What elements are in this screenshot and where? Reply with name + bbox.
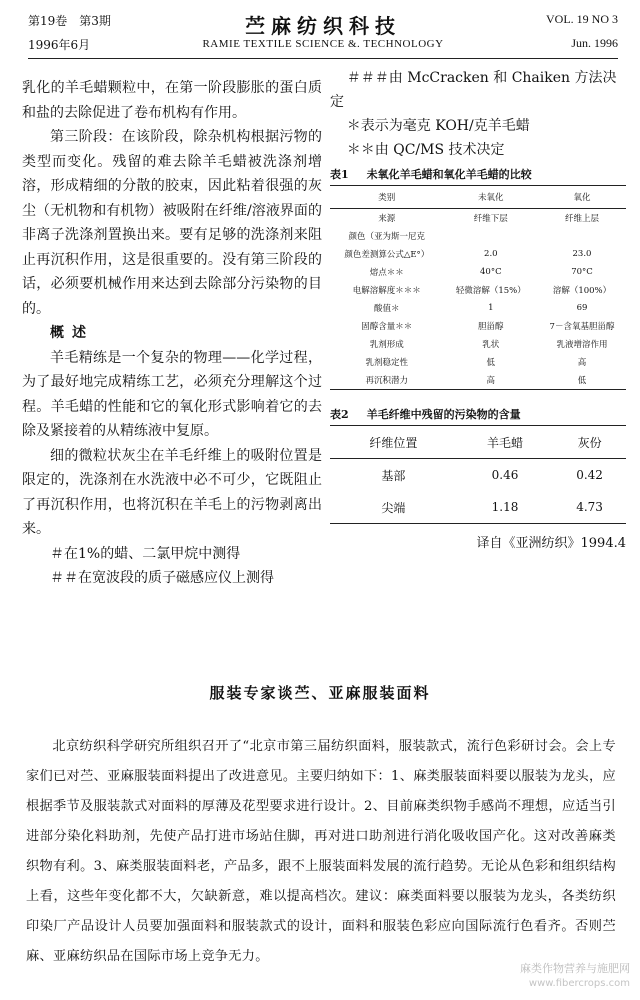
volume-issue-en: VOL. 19 NO 3	[546, 12, 618, 26]
table-cell: 乳剂稳定性	[365, 358, 409, 368]
translation-source: 译自《亚洲纺织》1994.4	[476, 536, 626, 551]
table-2-number: 表2	[330, 408, 349, 421]
paragraph-2: 第三阶段：在该阶段，除杂机构根据污物的类型而变化。残留的难去除羊毛蜡被洗涤剂增溶，形成精细的分散的胶束，因此粘着很强的灰尘（无机物和有机物）被吸附在纤维/溶液界面的非离子洗涤剂置换出来。要有足够的洗涤剂来阻止再沉积作用，这是很重要的。没有第三阶段的话，必须要机械作用来达到去除部分污染物的目的。	[22, 129, 322, 317]
table-header-row	[330, 426, 626, 459]
article-title: 服装专家谈苎、亚麻服装面料	[209, 684, 431, 702]
table-2-caption	[330, 406, 626, 422]
table-1	[330, 185, 626, 390]
table-cell: 固醇含量＊＊	[361, 322, 413, 332]
table-header-cell: 类别	[330, 186, 444, 209]
paragraph-3: 羊毛精练是一个复杂的物理——化学过程，为了最好地完成精练工艺，必须充分理解这个过程。羊毛蜡的性能和它的氧化形式影响着它的去除及紧接着的从精练液中复原。	[22, 349, 322, 439]
table-header-cell: 氧化	[538, 186, 626, 209]
table-cell: 低	[486, 358, 496, 368]
journal-title-cn: 苎麻纺织科技	[245, 14, 401, 38]
watermark-url: www.fibercrops.com	[528, 978, 630, 989]
table-2	[330, 425, 626, 524]
article-body: 北京纺织科学研究所组织召开了“北京市第三届纺织面料，服装款式，流行色彩研讨会。会上专家们已对苎、亚麻服装面料提出了改进意见。主要归纳如下：1、麻类服装面料要以服装为龙头，应根据季节及服装款式对面料的厚薄及花型要求进行设计。2、目前麻类织物手感尚不理想，应适当引进部分染化料助剂，先使产品打进市场站住脚，再对进口助剂进行消化吸收国产化。这对改善麻类织物有利。3、麻类服装面料老，产品多，跟不上服装面料发展的流行趋势。无论从色彩和组织结构上看，这些年变化都不大，欠缺新意，难以提高档次。建议：麻类面料要以服装为龙头，各类纺织印染厂产品设计人员要加强面料和服装款式的设计，面料和服装色彩应向国际流行色看齐。否则苎麻、亚麻纺织品在国际市场上竞争无力。	[26, 739, 616, 964]
table-row	[330, 209, 626, 228]
table-cell: 基部	[381, 468, 406, 483]
table-2-title: 羊毛纤维中残留的污染物的含量	[366, 408, 521, 421]
table-row	[330, 459, 626, 492]
journal-title-en: RAMIE TEXTILE SCIENCE &. TECHNOLOGY	[202, 38, 444, 50]
table-row	[330, 317, 626, 335]
table-cell: 70°C	[571, 267, 593, 277]
table-header-row	[330, 186, 626, 209]
table-cell: 23.0	[572, 249, 592, 259]
footnote-2: ＃＃在宽波段的质子磁感应仪上测得	[50, 570, 274, 586]
table-cell: 乳状	[482, 340, 500, 350]
table-row	[330, 371, 626, 390]
date-cn: 1996年6月	[28, 38, 91, 52]
table-header-cell: 灰份	[553, 426, 626, 459]
volume-issue-cn: 第19卷 第3期	[28, 14, 111, 28]
table-row	[330, 281, 626, 299]
table-cell: 乳剂形成	[369, 340, 404, 350]
table-cell: 纤维下层	[473, 214, 508, 224]
table-cell: 0.46	[491, 468, 519, 482]
running-header	[28, 8, 618, 59]
table-cell: 酸值＊	[374, 304, 400, 314]
table-cell: 再沉积潜力	[330, 371, 444, 390]
footnote-3: ＃＃＃由 McCracken 和 Chaiken 方法决定	[330, 70, 617, 110]
table-header-cell: 纤维位置	[330, 426, 457, 459]
table-cell: 7－含氧基胆甾醇	[549, 322, 615, 332]
section-heading: 概述	[50, 325, 94, 341]
table-row	[330, 491, 626, 524]
table-cell: 1.18	[457, 491, 553, 524]
table-cell: 低	[538, 371, 626, 390]
table-cell	[444, 227, 538, 245]
table-cell: 高	[444, 371, 538, 390]
footnote-1: ＃在1%的蜡、二氯甲烷中测得	[50, 545, 241, 562]
table-cell: 胆甾醇	[478, 322, 504, 332]
table-cell: 轻微溶解（15%）	[455, 286, 526, 296]
right-column	[330, 66, 626, 551]
left-column	[22, 76, 322, 591]
table-row	[330, 245, 626, 263]
table-row	[330, 335, 626, 353]
table-cell: 40°C	[480, 267, 502, 277]
table-cell: 电解溶解度＊＊＊	[352, 286, 421, 296]
table-cell: 来源	[378, 214, 396, 224]
table-1-number: 表1	[330, 168, 349, 181]
watermark-site-name: 麻类作物营养与施肥网	[520, 962, 630, 975]
table-row	[330, 353, 626, 371]
table-cell: 尖端	[330, 491, 457, 524]
table-cell: 溶解（100%）	[552, 286, 612, 296]
table-cell: 高	[577, 358, 587, 368]
table-cell: 熔点＊＊	[369, 268, 404, 278]
footnote-5: ＊＊由 QC/MS 技术决定	[346, 142, 505, 158]
table-cell: 颜色差测算公式△E°）	[344, 250, 430, 260]
table-cell: 69	[576, 303, 588, 313]
paragraph-4: 细的微粒状灰尘在羊毛纤维上的吸附位置是限定的，洗涤剂在水洗液中必不可少，它既阻止了再沉积作用，也将沉积在羊毛上的污物剥离出来。	[22, 447, 322, 537]
table-row	[330, 227, 626, 245]
table-cell: 乳液增溶作用	[556, 340, 608, 350]
date-en: Jun. 1996	[571, 36, 618, 50]
table-cell: 0.42	[576, 468, 603, 482]
table-row	[330, 263, 626, 281]
table-1-title: 未氧化羊毛蜡和氧化羊毛蜡的比较	[366, 168, 532, 181]
table-cell	[538, 227, 626, 245]
table-cell: 2.0	[484, 249, 498, 259]
footnote-4: ＊表示为毫克 KOH/克羊毛蜡	[346, 118, 530, 134]
table-cell: 4.73	[553, 491, 626, 524]
table-cell: 1	[488, 303, 494, 313]
paragraph-1: 乳化的羊毛蜡颗粒中，在第一阶段膨胀的蛋白质和盐的去除促进了卷布机构有作用。	[22, 80, 322, 121]
table-header-cell: 未氧化	[444, 186, 538, 209]
table-1-caption	[330, 166, 626, 182]
table-header-cell: 羊毛蜡	[457, 426, 553, 459]
table-cell: 颜色（亚为斯一尼克	[348, 232, 426, 242]
table-cell: 纤维上层	[564, 214, 599, 224]
table-row	[330, 299, 626, 317]
